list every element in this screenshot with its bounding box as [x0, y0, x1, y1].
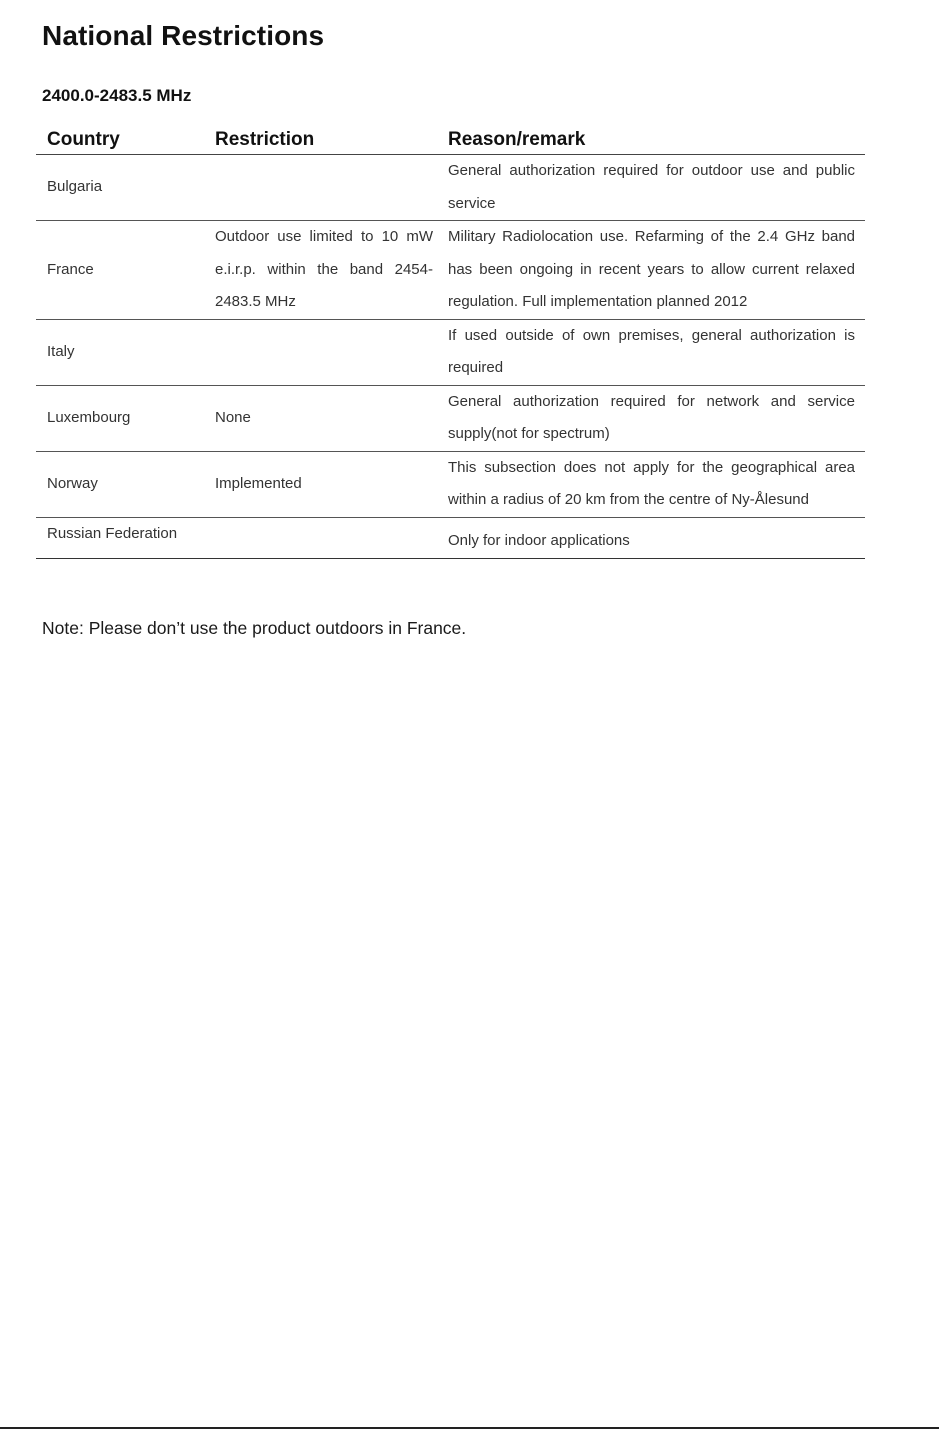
restriction-cell: Implemented: [204, 451, 442, 517]
table-row-italy: [36, 319, 865, 385]
column-header-reason: Reason/remark: [442, 123, 865, 155]
reason-cell: This subsection does not apply for the geographical area within a radius of 20 km from the centre of Ny-Ålesund: [442, 451, 865, 517]
reason-cell: General authorization required for outdoor use and public service: [442, 155, 865, 221]
restriction-cell: Outdoor use limited to 10 mW e.i.r.p. within the band 2454-2483.5 MHz: [204, 221, 442, 320]
national-restrictions-table: [36, 123, 865, 559]
page-bottom-rule: [0, 1427, 939, 1429]
france-outdoor-note: Note: Please don’t use the product outdoors in France.: [42, 618, 467, 638]
column-header-country: Country: [36, 123, 204, 155]
restriction-cell: None: [204, 385, 442, 451]
reason-cell: Military Radiolocation use. Refarming of the 2.4 GHz band has been ongoing in recent years to allow current relaxed regulation. Full implementation planned 2012: [442, 221, 865, 320]
table-row-luxembourg: [36, 385, 865, 451]
country-cell: Bulgaria: [36, 155, 204, 221]
column-header-restriction: Restriction: [204, 123, 442, 155]
country-cell: France: [36, 221, 204, 320]
reason-cell: General authorization required for network and service supply(not for spectrum): [442, 385, 865, 451]
restriction-cell: [204, 319, 442, 385]
country-cell: Norway: [36, 451, 204, 517]
reason-cell: Only for indoor applications: [442, 517, 865, 559]
page-title: National Restrictions: [42, 20, 325, 51]
table-row-bulgaria: [36, 155, 865, 221]
table-row-norway: [36, 451, 865, 517]
table-row-france: [36, 221, 865, 320]
restriction-cell: [204, 155, 442, 221]
country-cell: Russian Federation: [36, 517, 204, 559]
table-header-row: [36, 123, 865, 155]
table-row-russian-federation: [36, 517, 865, 559]
country-cell: Italy: [36, 319, 204, 385]
country-cell: Luxembourg: [36, 385, 204, 451]
frequency-band-heading: 2400.0-2483.5 MHz: [42, 86, 192, 105]
restriction-cell: [204, 517, 442, 559]
reason-cell: If used outside of own premises, general authorization is required: [442, 319, 865, 385]
